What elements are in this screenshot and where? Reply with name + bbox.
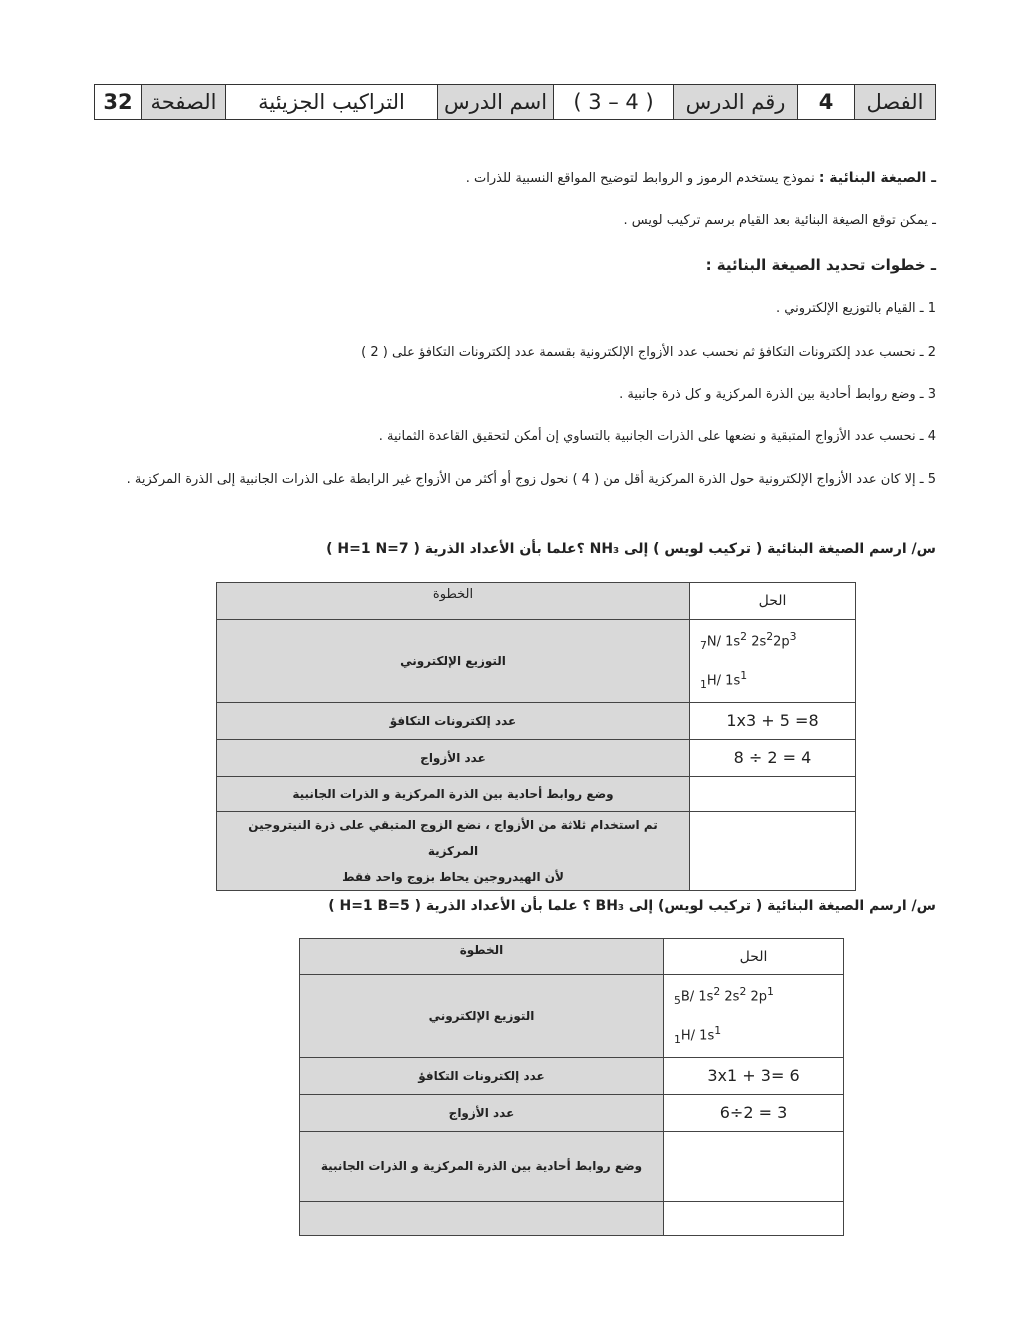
step-pairs: عدد الأزواج: [300, 1094, 664, 1131]
page-label: الصفحة: [142, 85, 226, 120]
step-valence-electrons: عدد إلكترونات التكافؤ: [217, 702, 690, 739]
definition-line: [466, 170, 936, 186]
step-2: 2 ـ نحسب عدد إلكترونات التكافؤ ثم نحسب عدد الأزواج الإلكترونية بقسمة عدد إلكترونات التكافؤ على ( 2 ): [361, 345, 936, 360]
question-2: س/ ارسم الصيغة البنائية ( تركيب لويس) إلى BH₃ ؟ علما بأن الأعداد الذرية ( H=1 B=5 ): [328, 898, 936, 914]
step-single-bonds: وضع روابط أحادية بين الذرة المركزية و الذرات الجانبية: [300, 1131, 664, 1201]
lesson-header-table: [94, 84, 936, 120]
step-1: 1 ـ القيام بالتوزيع الإلكتروني .: [776, 301, 936, 316]
single-bonds-answer: [664, 1131, 844, 1201]
lewis-note: ـ يمكن توقع الصيغة البنائية بعد القيام برسم تركيب لويس .: [623, 213, 936, 228]
step-valence-electrons: عدد إلكترونات التكافؤ: [300, 1057, 664, 1094]
electron-configuration: $_5$B/ $1s^2$ $2s^2$ $2p^1$ $_1$H/ $1s^1$: [664, 975, 844, 1058]
single-bonds-answer: [690, 776, 856, 811]
steps-title: ـ خطوات تحديد الصيغة البنائية :: [705, 256, 936, 274]
solution-table-2: [299, 938, 844, 1236]
step-3: 3 ـ وضع روابط أحادية بين الذرة المركزية و كل ذرة جانبية .: [619, 387, 936, 402]
definition-term: ـ الصيغة البنائية :: [818, 170, 936, 186]
solution-header: الحل: [664, 939, 844, 975]
lesson-name-label: اسم الدرس: [438, 85, 554, 120]
empty-answer: [664, 1201, 844, 1235]
step-remaining-pair: تم استخدام ثلاثة من الأزواج ، نضع الزوج المتبقي على ذرة النيتروجين المركزية لأن الهيدروجين يحاط بزوج واحد فقط: [217, 811, 690, 890]
page-number: 32: [95, 85, 142, 120]
step-single-bonds: وضع روابط أحادية بين الذرة المركزية و الذرات الجانبية: [217, 776, 690, 811]
valence-electrons-answer: 3x1 + 3= 6: [664, 1057, 844, 1094]
chapter-number: 4: [798, 85, 855, 120]
solution-header: الحل: [690, 583, 856, 620]
step-electron-configuration: التوزيع الإلكتروني: [300, 975, 664, 1058]
solution-table-1: [216, 582, 856, 891]
step-electron-configuration: التوزيع الإلكتروني: [217, 620, 690, 703]
lesson-number-label: رقم الدرس: [674, 85, 798, 120]
electron-configuration: $_7$N/ $1s^2$ $2s^22p^3$ $_1$H/ $1s^1$: [690, 620, 856, 703]
step-pairs: عدد الأزواج: [217, 739, 690, 776]
step-4: 4 ـ نحسب عدد الأزواج المتبقية و نضعها على الذرات الجانبية بالتساوي إن أمكن لتحقيق القاعدة الثمانية .: [378, 429, 936, 444]
step-5: 5 ـ إلا كان عدد الأزواج الإلكترونية حول الذرة المركزية أقل من ( 4 ) نحول زوج أو أكثر من الأزواج غير الرابطة على الذرات الجانبية إلى الذرة المركزية .: [126, 472, 936, 487]
pairs-answer: 8 ÷ 2 = 4: [690, 739, 856, 776]
lesson-number: ( 3 – 4 ): [554, 85, 674, 120]
step-header: الخطوة: [300, 939, 664, 975]
step-header: الخطوة: [217, 583, 690, 620]
question-1: س/ ارسم الصيغة البنائية ( تركيب لويس ) إلى NH₃ ؟علما بأن الأعداد الذرية ( H=1 N=7 ): [326, 541, 936, 557]
pairs-answer: 6÷2 = 3: [664, 1094, 844, 1131]
chapter-label: الفصل: [855, 85, 936, 120]
lesson-name: التراكيب الجزيئية: [226, 85, 438, 120]
valence-electrons-answer: 1x3 + 5 =8: [690, 702, 856, 739]
step-empty: [300, 1201, 664, 1235]
remaining-pair-answer: [690, 811, 856, 890]
definition-text: نموذج يستخدم الرموز و الروابط لتوضيح المواقع النسبية للذرات .: [465, 171, 819, 186]
